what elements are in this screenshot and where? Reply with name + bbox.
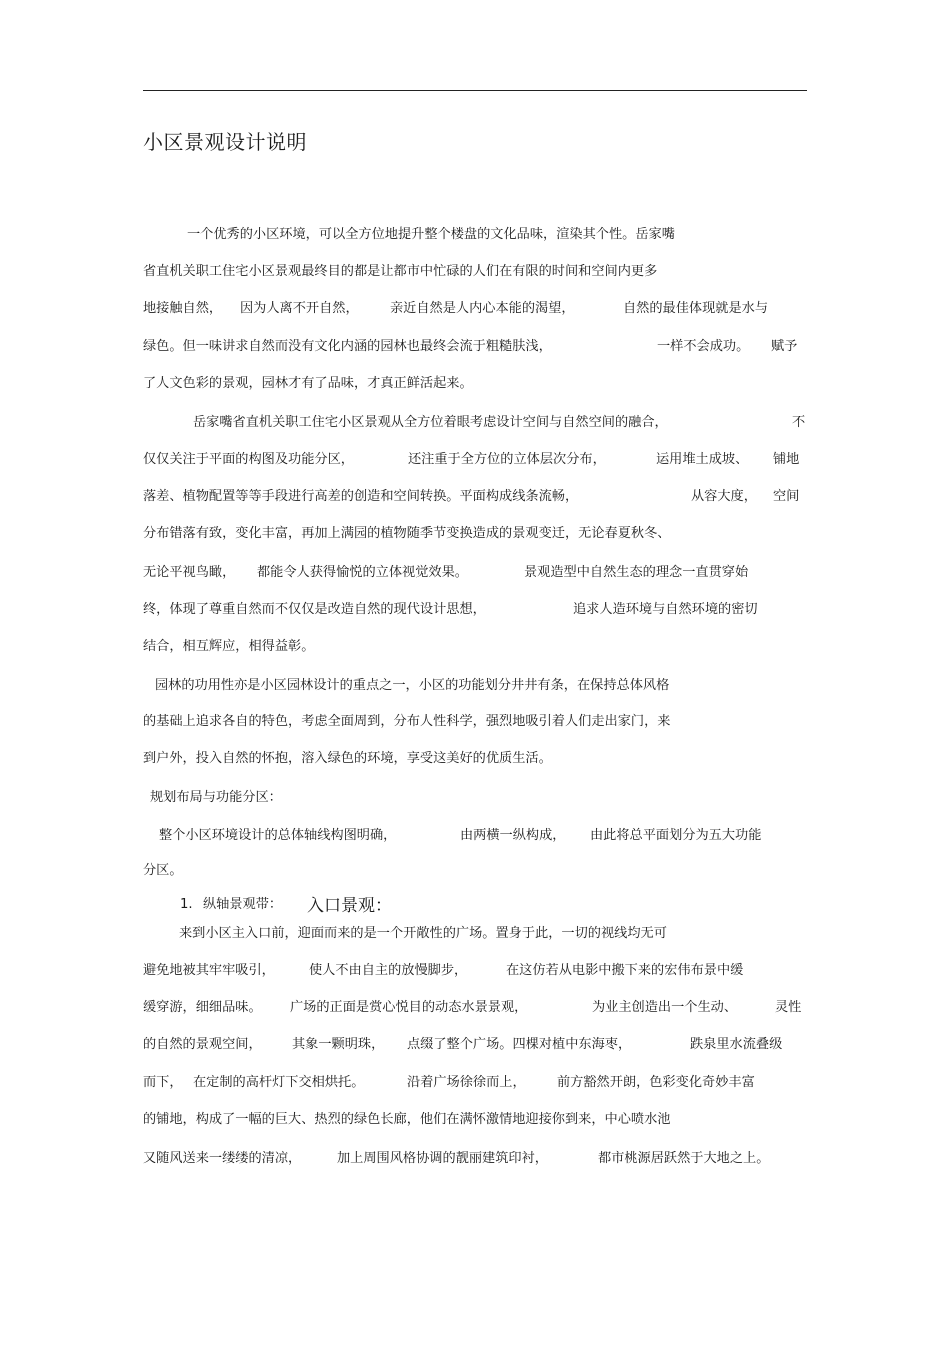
p5-line-7-seg: 加上周围风格协调的靓丽建筑印衬， — [337, 1151, 548, 1166]
p1-line-2: 省直机关职工住宅小区景观最终目的都是让都市中忙碌的人们在有限的时间和空间内更多 — [143, 264, 658, 279]
p2-line-1-seg: 不 — [792, 415, 806, 430]
p5-line-2-seg: 使人不由自主的放慢脚步， — [309, 963, 468, 978]
p4-line-1-seg: 由此将总平面划分为五大功能 — [590, 828, 762, 843]
p2-line-4: 分布错落有致，变化丰富，再加上满园的植物随季节变换造成的景观变迁，无论春夏秋冬、 — [143, 526, 671, 541]
p2-line-2-seg: 仅仅关注于平面的构图及功能分区， — [143, 452, 354, 467]
p2-line-2-seg: 还注重于全方位的立体层次分布， — [408, 452, 606, 467]
p1-line-3-seg: 地接触自然， — [143, 301, 223, 316]
p5-line-6: 的铺地，构成了一幅的巨大、热烈的绿色长廊，他们在满怀激情地迎接你到来，中心喷水池 — [143, 1112, 671, 1127]
p2-line-2-seg: 铺地 — [773, 452, 800, 467]
section-heading: 规划布局与功能分区： — [150, 790, 282, 805]
p2-line-2-seg: 运用堆土成坡、 — [656, 452, 749, 467]
p1-line-3-seg: 自然的最佳体现就是水与 — [623, 301, 769, 316]
p5-line-3-seg: 广场的正面是赏心悦目的动态水景景观， — [290, 1000, 528, 1015]
p2-line-3-seg: 空间 — [773, 489, 800, 504]
item-1-heading — [180, 896, 392, 916]
page-title: 小区景观设计说明 — [143, 130, 307, 154]
p1-line-3-seg: 亲近自然是人内心本能的渴望， — [390, 301, 575, 316]
header-rule — [143, 90, 807, 91]
p2-line-7: 结合，相互辉应，相得益彰。 — [143, 639, 315, 654]
p5-line-2-seg: 避免地被其牢牢吸引， — [143, 963, 275, 978]
p2-line-5-seg: 都能令人获得愉悦的立体视觉效果。 — [257, 565, 468, 580]
item-1-title: 入口景观： — [307, 896, 392, 916]
p5-line-5-seg: 沿着广场徐徐而上， — [407, 1075, 526, 1090]
item-1-label: 纵轴景观带： — [203, 897, 283, 912]
p1-line-3-seg: 因为人离不开自然， — [240, 301, 359, 316]
p2-line-5-seg: 景观造型中自然生态的理念一直贯穿始 — [524, 565, 749, 580]
p3-line-3: 到户外，投入自然的怀抱，溶入绿色的环境，享受这美好的优质生活。 — [143, 751, 552, 766]
p5-line-2-seg: 在这仿若从电影中搬下来的宏伟布景中缓 — [506, 963, 744, 978]
p1-line-4-seg: 绿色。但一味讲求自然而没有文化内涵的园林也最终会流于粗糙肤浅， — [143, 339, 552, 354]
p4-line-1-seg: 整个小区环境设计的总体轴线构图明确， — [159, 828, 397, 843]
p2-line-6-seg: 终，体现了尊重自然而不仅仅是改造自然的现代设计思想， — [143, 602, 486, 617]
p3-line-1: 园林的功用性亦是小区园林设计的重点之一，小区的功能划分井井有条，在保持总体风格 — [155, 678, 670, 693]
p5-line-4-seg: 的自然的景观空间， — [143, 1037, 262, 1052]
p5-line-3-seg: 缓穿游，细细品味。 — [143, 1000, 262, 1015]
p1-line-4-seg: 赋予 — [771, 339, 798, 354]
p5-line-4-seg: 点缀了整个广场。四棵对植中东海枣， — [407, 1037, 632, 1052]
p4-line-1-seg: 由两横一纵构成， — [460, 828, 566, 843]
p1-line-5: 了人文色彩的景观，园林才有了品味，才真正鲜活起来。 — [143, 376, 473, 391]
p5-line-5-seg: 前方豁然开朗，色彩变化奇妙丰富 — [557, 1075, 755, 1090]
p2-line-5-seg: 无论平视鸟瞰， — [143, 565, 236, 580]
p5-line-7-seg: 都市桃源居跃然于大地之上。 — [598, 1151, 770, 1166]
p4-line-2: 分区。 — [143, 863, 183, 878]
p5-line-5-seg: 在定制的高杆灯下交相烘托。 — [193, 1075, 365, 1090]
p1-line-4-seg: 一样不会成功。 — [657, 339, 750, 354]
p5-line-3-seg: 灵性 — [775, 1000, 802, 1015]
p2-line-3-seg: 落差、植物配置等等手段进行高差的创造和空间转换。平面构成线条流畅， — [143, 489, 579, 504]
p5-line-5-seg: 而下， — [143, 1075, 183, 1090]
item-1-number: 1. — [180, 897, 193, 912]
p5-line-4-seg: 其象一颗明珠， — [292, 1037, 385, 1052]
p5-line-4-seg: 跌泉里水流叠级 — [690, 1037, 783, 1052]
p5-line-7-seg: 又随风送来一缕缕的清凉， — [143, 1151, 302, 1166]
p2-line-1-seg: 岳家嘴省直机关职工住宅小区景观从全方位着眼考虑设计空间与自然空间的融合， — [193, 415, 668, 430]
p5-line-1: 来到小区主入口前，迎面而来的是一个开敞性的广场。置身于此，一切的视线均无可 — [179, 926, 667, 941]
p3-line-2: 的基础上追求各自的特色，考虑全面周到，分布人性科学，强烈地吸引着人们走出家门，来 — [143, 714, 671, 729]
p2-line-3-seg: 从容大度， — [691, 489, 757, 504]
p1-line-1: 一个优秀的小区环境，可以全方位地提升整个楼盘的文化品味，渲染其个性。岳家嘴 — [187, 227, 675, 242]
p5-line-3-seg: 为业主创造出一个生动、 — [592, 1000, 738, 1015]
p2-line-6-seg: 追求人造环境与自然环境的密切 — [573, 602, 758, 617]
